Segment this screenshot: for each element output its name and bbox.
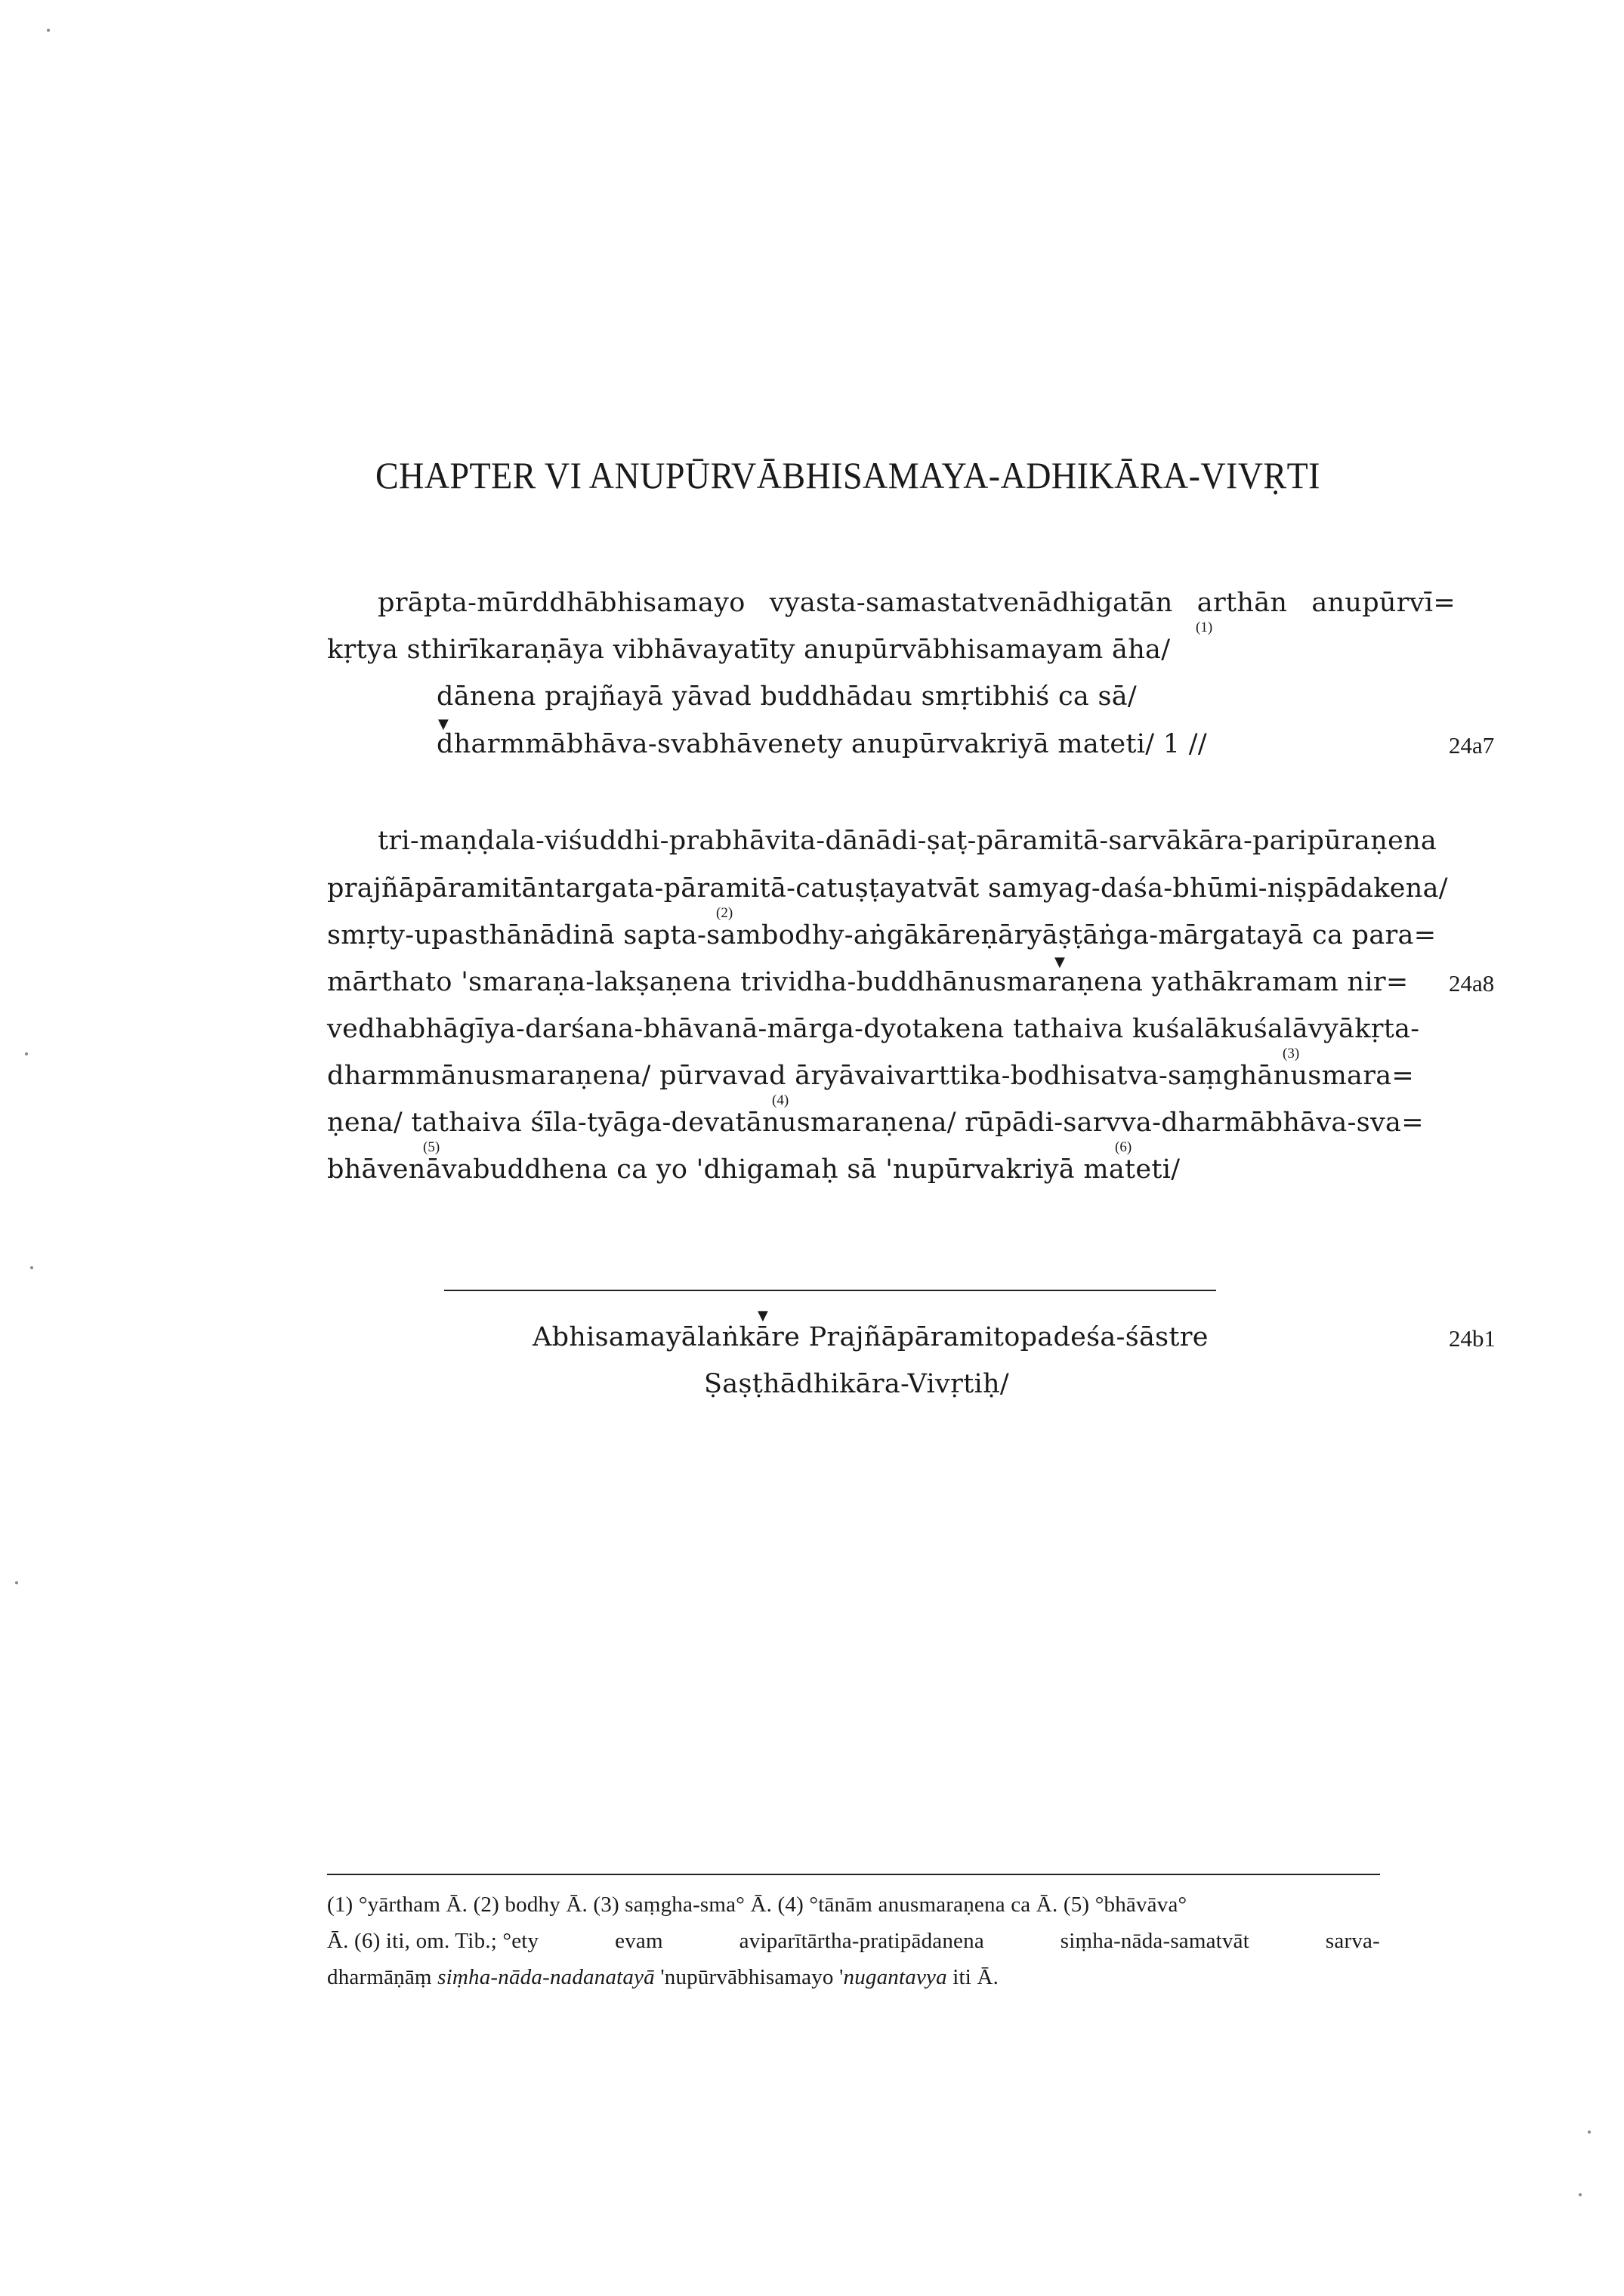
tick-mark: ▼ [1054, 954, 1065, 970]
commentary-line-2: prajñāpāramitāntargata-pāramitā-catuṣṭayatvāt samyag-daśa-bhūmi-niṣpādakena/ [327, 873, 1448, 904]
margin-ref-24a7: 24a7 [1449, 732, 1495, 759]
scan-speck [30, 1266, 33, 1269]
footnote-line-3 [327, 1965, 999, 1990]
footnote-italic-text: siṃha-nāda-nadanatayā [437, 1965, 655, 1989]
footnote-line-1: (1) °yārtham Ā. (2) bodhy Ā. (3) saṃgha-sma° Ā. (4) °tānām anusmaraṇena ca Ā. (5) °bhāvāva° [327, 1893, 1187, 1917]
footnote-marker-4: (4) [772, 1092, 789, 1108]
scan-speck [1579, 2193, 1582, 2196]
verse-line-1: dānena prajñayā yāvad buddhādau smṛtibhiś ca sā/ [437, 681, 1137, 712]
footnote-marker-6: (6) [1115, 1139, 1132, 1155]
scan-speck [1588, 2131, 1591, 2134]
intro-word: arthān [1196, 588, 1288, 618]
footnote-text: 'nupūrvābhisamayo ' [654, 1965, 844, 1989]
tick-mark: ▼ [438, 716, 449, 732]
commentary-line-3: smṛty-upasthānādinā sapta-sambodhy-aṅgākāreṇāryāṣṭāṅga-mārgatayā ca para= [327, 920, 1437, 950]
margin-ref-24b1: 24b1 [1449, 1325, 1496, 1352]
scan-speck [15, 1581, 18, 1584]
colophon-line-1: Abhisamayālaṅkāre Prajñāpāramitopadeśa-śāstre [533, 1322, 1209, 1352]
footnote-segment: evam [615, 1929, 663, 1953]
footnote-line-2 [327, 1929, 1380, 1954]
footnote-text: dharmāṇāṃ [327, 1965, 438, 1989]
colophon-line-2: Ṣaṣṭhādhikāra-Vivṛtiḥ/ [704, 1369, 1009, 1399]
footnote-text: iti Ā. [946, 1965, 999, 1989]
verse-line-2: dharmmābhāva-svabhāvenety anupūrvakriyā mateti/ 1 // [437, 729, 1207, 759]
scan-speck [25, 1052, 28, 1055]
footnote-segment: aviparītārtha-pratipādanena [739, 1929, 984, 1953]
commentary-line-7: ṇena/ tathaiva śīla-tyāga-devatānusmaraṇena/ rūpādi-sarvva-dharmābhāva-sva= [327, 1108, 1424, 1138]
footnote-marker-1: (1) [1196, 620, 1213, 635]
section-divider [444, 1290, 1216, 1291]
footnote-segment: sarva- [1325, 1929, 1380, 1953]
intro-word: anupūrvī= [1311, 588, 1456, 618]
footnote-segment: siṃha-nāda-samatvāt [1060, 1929, 1249, 1953]
intro-word: prāpta-mūrddhābhisamayo [378, 588, 746, 618]
footnote-italic-text: nugantavya [843, 1965, 947, 1989]
commentary-line-4: mārthato 'smaraṇa-lakṣaṇena trividha-buddhānusmaraṇena yathākramam nir= [327, 967, 1409, 997]
footnote-rule [327, 1874, 1380, 1875]
margin-ref-24a8: 24a8 [1449, 970, 1495, 997]
tick-mark: ▼ [758, 1308, 768, 1324]
commentary-line-1: tri-maṇḍala-viśuddhi-prabhāvita-dānādi-ṣaṭ-pāramitā-sarvākāra-paripūraṇena [378, 826, 1437, 856]
intro-word: vyasta-samastatvenādhigatān [769, 588, 1173, 618]
commentary-line-5: vedhabhāgīya-darśana-bhāvanā-mārga-dyotakena tathaiva kuśalākuśalāvyākṛta- [327, 1014, 1420, 1044]
footnote-segment: Ā. (6) iti, om. Tib.; °ety [327, 1929, 539, 1953]
scan-speck [47, 29, 50, 32]
commentary-line-6: dharmmānusmaraṇena/ pūrvavad āryāvaivarttika-bodhisatva-saṃghānusmara= [327, 1061, 1415, 1091]
intro-line-1 [378, 588, 1456, 618]
chapter-title: CHAPTER VI ANUPŪRVĀBHISAMAYA-ADHIKĀRA-VIVṚTI [375, 454, 1320, 496]
footnote-marker-2: (2) [716, 905, 733, 921]
footnote-marker-3: (3) [1283, 1046, 1300, 1061]
intro-line-2: kṛtya sthirīkaraṇāya vibhāvayatīty anupūrvābhisamayam āha/ [327, 635, 1171, 665]
commentary-line-8: bhāvenāvabuddhena ca yo 'dhigamaḥ sā 'nupūrvakriyā mateti/ [327, 1154, 1181, 1185]
footnote-marker-5: (5) [423, 1139, 440, 1155]
